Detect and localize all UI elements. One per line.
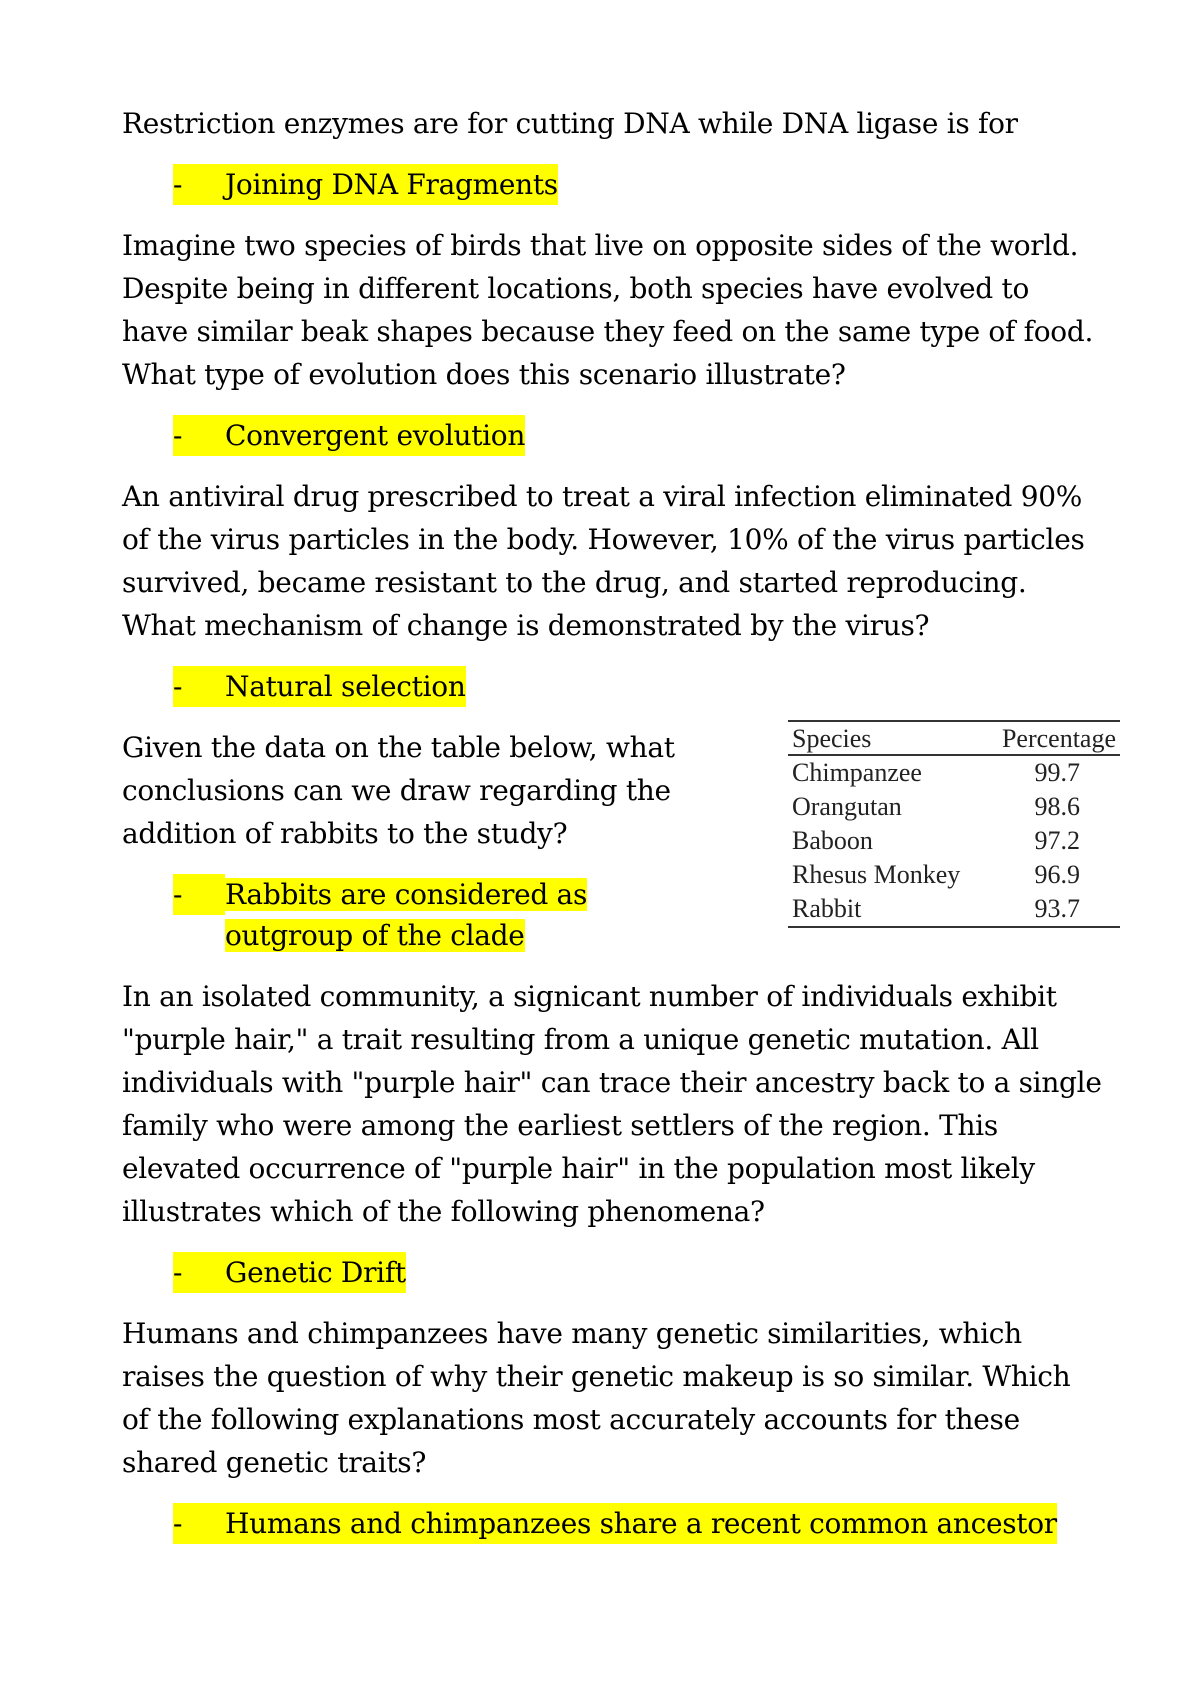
question-4-block <box>122 724 1116 975</box>
species-table-wrapper <box>788 720 1120 928</box>
answer-bullet: - <box>173 666 225 707</box>
percentage-cell: 96.9 <box>1034 860 1080 889</box>
table-row <box>788 892 1120 927</box>
header-species: Species <box>788 721 984 755</box>
species-cell: Baboon <box>792 826 873 855</box>
answer-1 <box>173 164 1102 205</box>
answer-5 <box>173 1252 1102 1293</box>
question-6: Humans and chimpanzees have many genetic similarities, which raises the question of why their genetic makeup is so similar. Which of the following explanations most accurately accounts for these shared genetic traits? <box>122 1317 1071 1479</box>
species-cell: Chimpanzee <box>792 758 922 787</box>
question-4-text-column <box>122 726 722 975</box>
table-row <box>788 858 1120 892</box>
species-percentage-table <box>788 720 1120 928</box>
question-1: Restriction enzymes are for cutting DNA while DNA ligase is for <box>122 107 1018 140</box>
percentage-cell: 97.2 <box>1034 826 1080 855</box>
percentage-cell: 98.6 <box>1034 792 1080 821</box>
document-page <box>122 102 1116 1563</box>
answer-text: Natural selection <box>225 666 466 707</box>
table-header-row <box>788 721 1120 755</box>
table-row <box>788 790 1120 824</box>
answer-text: Humans and chimpanzees share a recent common ancestor <box>225 1503 1057 1544</box>
table-row <box>788 824 1120 858</box>
answer-6 <box>173 1503 1102 1544</box>
answer-bullet: - <box>173 1503 225 1544</box>
percentage-cell: 99.7 <box>1034 758 1080 787</box>
answer-bullet: - <box>173 164 225 205</box>
answer-bullet: - <box>173 415 225 456</box>
answer-text: Convergent evolution <box>225 415 525 456</box>
answer-text: Joining DNA Fragments <box>225 164 558 205</box>
question-3: An antiviral drug prescribed to treat a viral infection eliminated 90% of the virus particles in the body. However, 10% of the virus particles survived, became resistant to the drug, and started reproducing. What mechanism of change is demonstrated by the virus? <box>122 480 1085 642</box>
species-cell: Rabbit <box>792 894 862 923</box>
answer-4 <box>173 874 722 956</box>
header-percentage: Percentage <box>984 721 1120 755</box>
question-5: In an isolated community, a signicant number of individuals exhibit "purple hair," a trait resulting from a unique genetic mutation. All individuals with "purple hair" can trace their ancestry back to a single family who were among the earliest settlers of the region. This elevated occurrence of "purple hair" in the population most likely illustrates which of the following phenomena? <box>122 980 1102 1228</box>
answer-text: Rabbits are considered as outgroup of the clade <box>225 878 588 952</box>
percentage-cell: 93.7 <box>1034 894 1080 923</box>
question-2: Imagine two species of birds that live on opposite sides of the world. Despite being in different locations, both species have evolved to have similar beak shapes because they feed on the same type of food. What type of evolution does this scenario illustrate? <box>122 229 1094 391</box>
answer-2 <box>173 415 1102 456</box>
answer-3 <box>173 666 1102 707</box>
answer-text: Genetic Drift <box>225 1252 406 1293</box>
species-cell: Orangutan <box>792 792 902 821</box>
answer-bullet: - <box>173 1252 225 1293</box>
answer-bullet: - <box>173 874 225 915</box>
question-4: Given the data on the table below, what conclusions can we draw regarding the addition of rabbits to the study? <box>122 731 675 850</box>
species-cell: Rhesus Monkey <box>792 860 961 889</box>
table-row <box>788 755 1120 790</box>
